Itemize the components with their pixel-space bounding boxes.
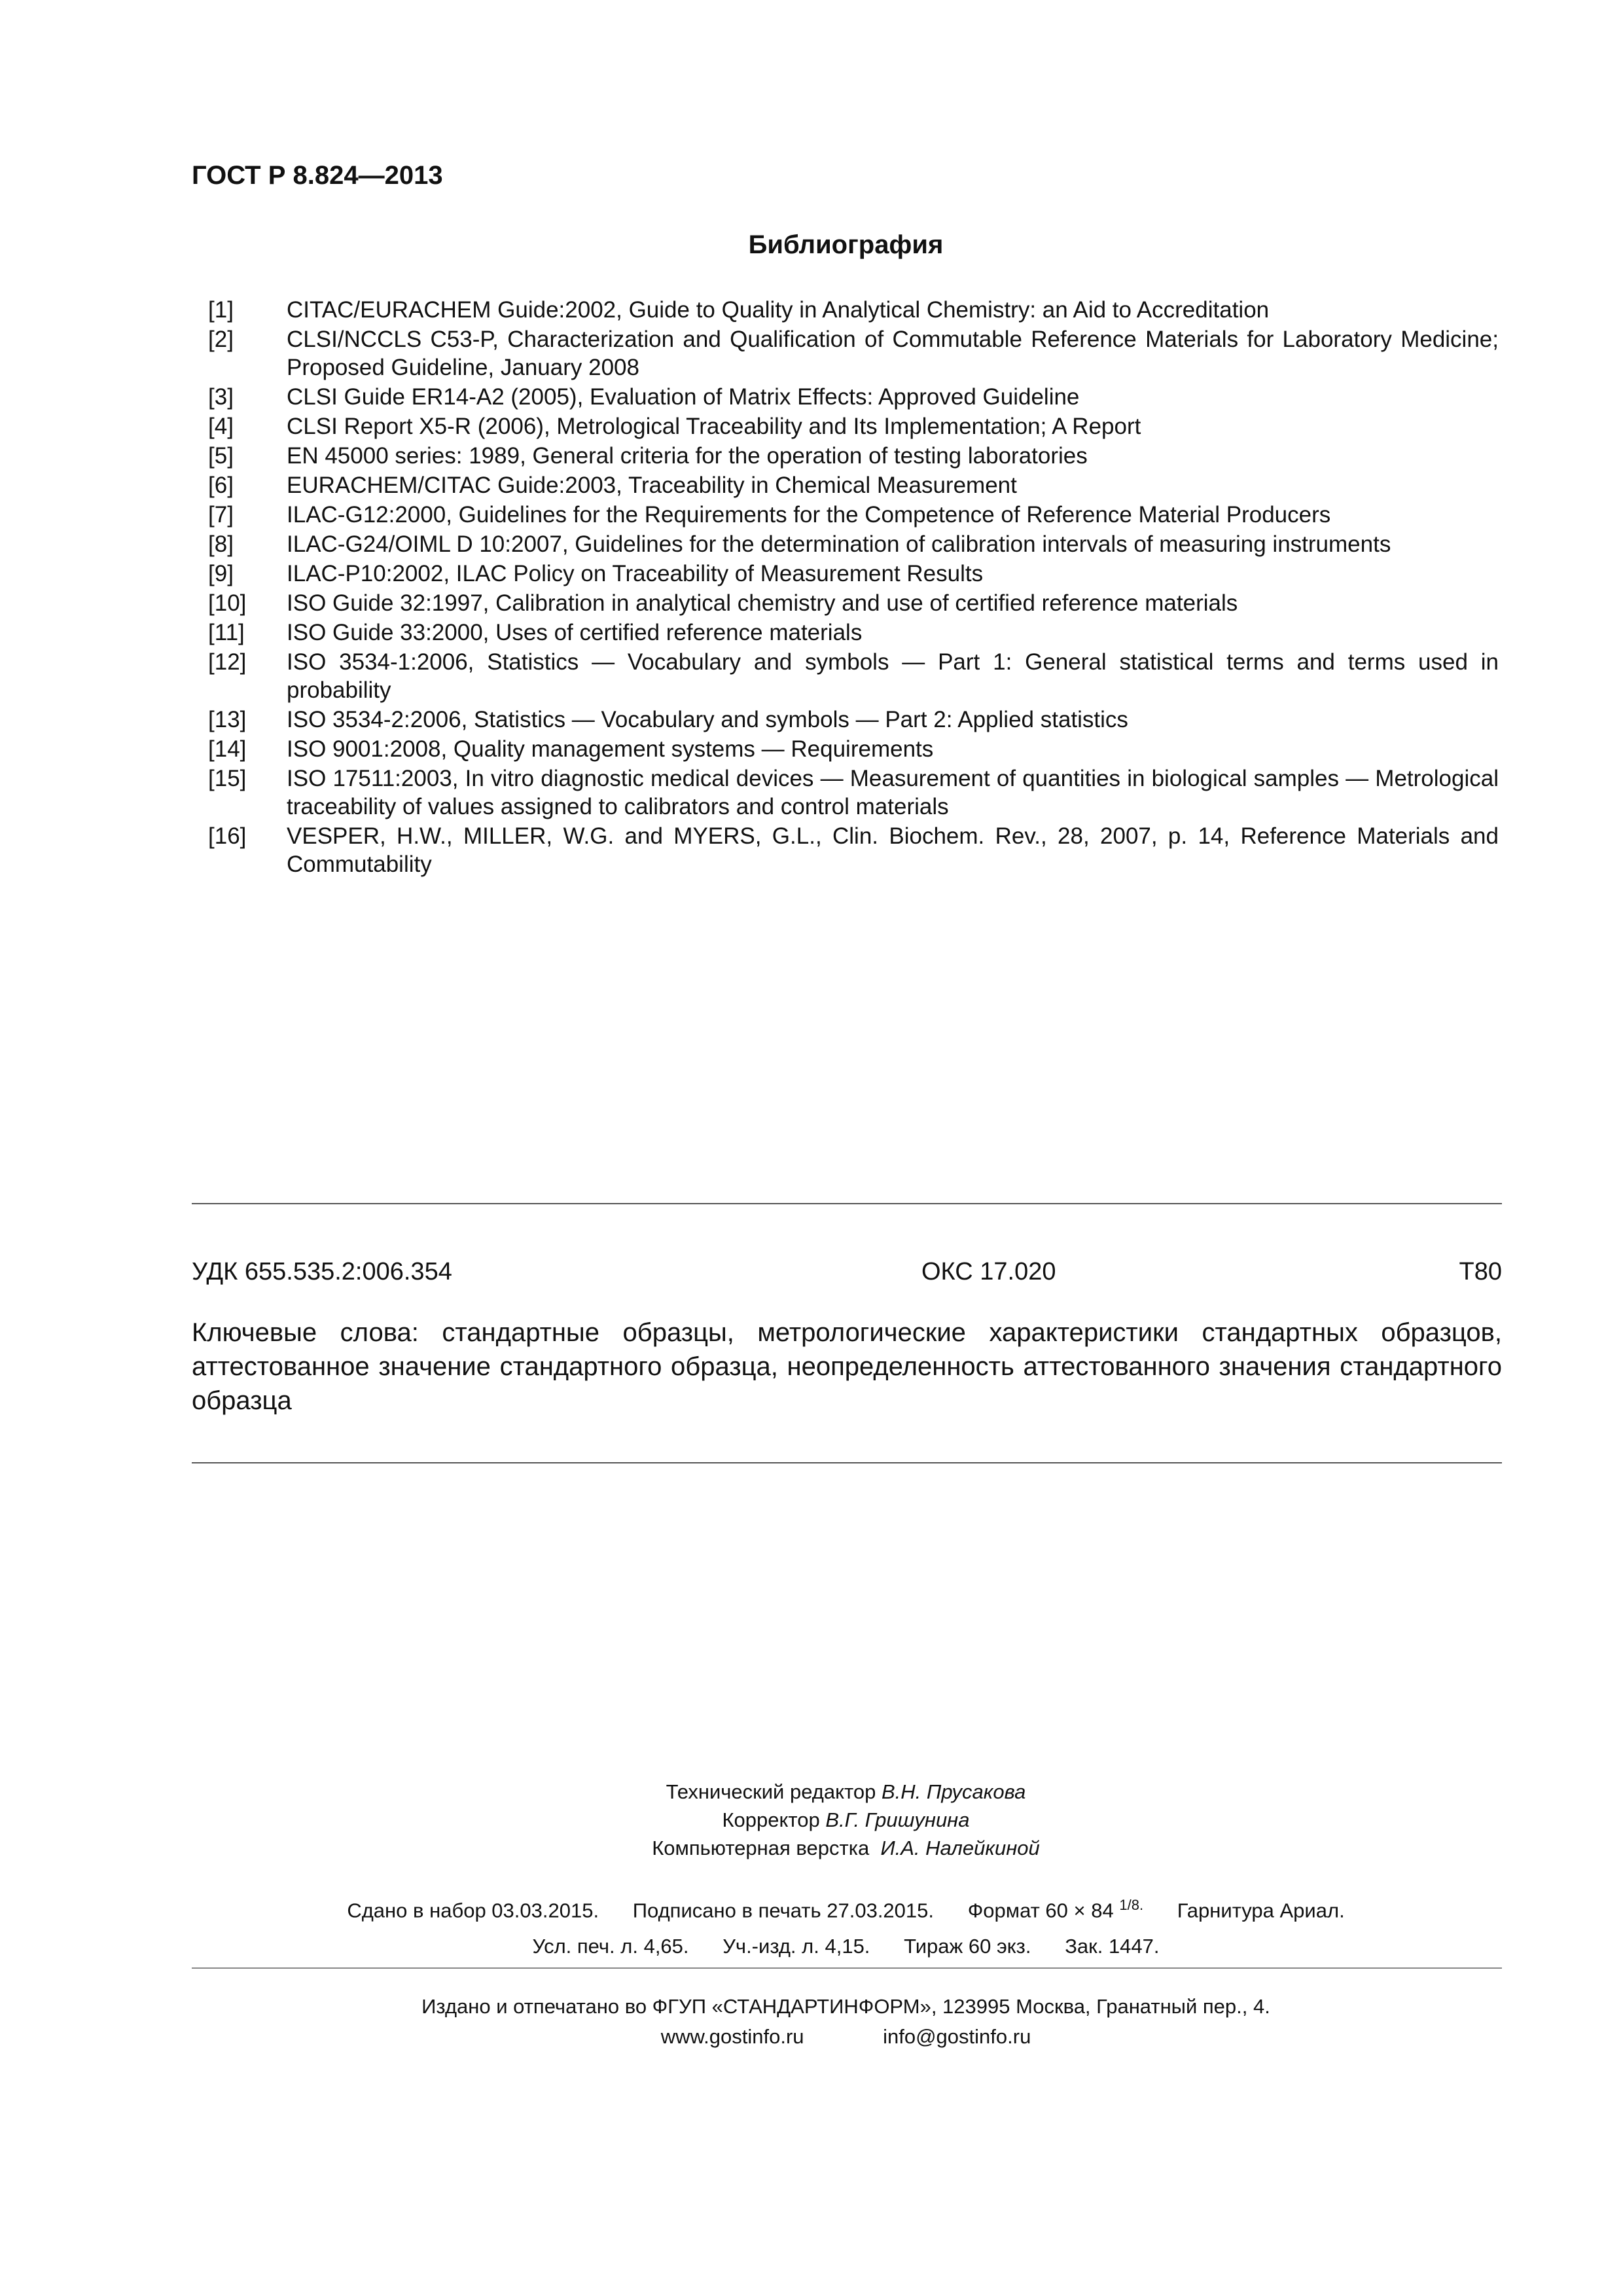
bibliography-title: Библиография <box>748 230 944 259</box>
bibliography-text: ISO 9001:2008, Quality management systems — Requirements <box>287 736 934 762</box>
email-link[interactable]: info@gostinfo.ru <box>883 2025 1031 2048</box>
bibliography-item <box>208 706 1499 734</box>
oks-code: ОКС 17.020 <box>921 1258 1056 1285</box>
bibliography-text: VESPER, H.W., MILLER, W.G. and MYERS, G.L., Clin. Biochem. Rev., 28, 2007, p. 14, Reference Materials and Commutability <box>287 823 1499 877</box>
bibliography-number: [13] <box>208 707 247 732</box>
print-sheets: Усл. печ. л. 4,65. <box>532 1935 689 1958</box>
bibliography-list <box>208 296 1499 880</box>
bibliography-item <box>208 648 1499 704</box>
bibliography-item <box>208 735 1499 763</box>
bibliography-number: [14] <box>208 736 247 762</box>
bibliography-text: CLSI Guide ER14-A2 (2005), Evaluation of Matrix Effects: Approved Guideline <box>287 384 1080 410</box>
bibliography-number: [5] <box>208 443 234 469</box>
bibliography-text: CLSI/NCCLS C53-P, Characterization and Qualification of Commutable Reference Materials for Laboratory Medicine; Proposed Guideline, January 2008 <box>287 327 1499 380</box>
typeface: Гарнитура Ариал. <box>1177 1899 1345 1922</box>
bibliography-text: ISO 3534-1:2006, Statistics — Vocabulary and symbols — Part 1: General statistical terms and terms used in probability <box>287 649 1499 703</box>
bibliography-text: EURACHEM/CITAC Guide:2003, Traceability in Chemical Measurement <box>287 473 1017 498</box>
bibliography-text: ILAC-G24/OIML D 10:2007, Guidelines for the determination of calibration intervals of measuring instruments <box>287 531 1391 557</box>
submitted-date: Сдано в набор 03.03.2015. <box>347 1899 599 1922</box>
bibliography-text: CLSI Report X5-R (2006), Metrological Traceability and Its Implementation; A Report <box>287 414 1141 439</box>
bibliography-number: [10] <box>208 590 247 616</box>
format-fraction: 1/8. <box>1119 1897 1144 1913</box>
bibliography-number: [16] <box>208 823 247 849</box>
bibliography-number: [3] <box>208 384 234 410</box>
publisher-contacts <box>0 2025 1623 2049</box>
bibliography-item <box>208 442 1499 470</box>
bibliography-item <box>208 325 1499 382</box>
corrector-line <box>0 1806 1623 1834</box>
bibliography-number: [4] <box>208 414 234 439</box>
bibliography-number: [6] <box>208 473 234 498</box>
signed-date: Подписано в печать 27.03.2015. <box>632 1899 935 1922</box>
bibliography-number: [1] <box>208 297 234 323</box>
document-id: ГОСТ Р 8.824—2013 <box>192 161 443 190</box>
bibliography-item <box>208 589 1499 617</box>
bibliography-number: [8] <box>208 531 234 557</box>
bibliography-number: [11] <box>208 620 245 645</box>
publisher-sheets: Уч.-изд. л. 4,15. <box>722 1935 870 1958</box>
corrector-name: В.Г. Гришунина <box>825 1808 970 1831</box>
print-info-line-2 <box>0 1935 1623 1958</box>
website-link[interactable]: www.gostinfo.ru <box>660 2025 804 2048</box>
layout-name: И.А. Налейкиной <box>880 1837 1040 1859</box>
layout-label: Компьютерная верстка <box>652 1837 870 1859</box>
bibliography-item <box>208 619 1499 647</box>
classifier-code: Т80 <box>1459 1258 1502 1285</box>
bibliography-text: ILAC-P10:2002, ILAC Policy on Traceability of Measurement Results <box>287 561 984 586</box>
bibliography-item <box>208 296 1499 324</box>
bibliography-text: CITAC/EURACHEM Guide:2002, Guide to Quality in Analytical Chemistry: an Aid to Accreditation <box>287 297 1270 323</box>
divider-middle <box>192 1462 1502 1463</box>
format: Формат 60 × 84 <box>967 1899 1114 1922</box>
bibliography-text: ISO Guide 33:2000, Uses of certified reference materials <box>287 620 863 645</box>
tech-editor-name: В.Н. Прусакова <box>881 1780 1026 1803</box>
bibliography-text: ILAC-G12:2000, Guidelines for the Requirements for the Competence of Reference Material Producers <box>287 502 1331 528</box>
bibliography-item <box>208 471 1499 499</box>
circulation: Тираж 60 экз. <box>904 1935 1031 1958</box>
layout-line <box>0 1834 1623 1862</box>
bibliography-item <box>208 383 1499 411</box>
bibliography-text: ISO Guide 32:1997, Calibration in analytical chemistry and use of certified reference materials <box>287 590 1238 616</box>
bibliography-text: EN 45000 series: 1989, General criteria for the operation of testing laboratories <box>287 443 1088 469</box>
bibliography-item <box>208 822 1499 878</box>
bibliography-item <box>208 412 1499 440</box>
tech-editor-line <box>0 1778 1623 1806</box>
bibliography-item <box>208 560 1499 588</box>
order-number: Зак. 1447. <box>1065 1935 1160 1958</box>
divider-top <box>192 1203 1502 1204</box>
bibliography-item <box>208 501 1499 529</box>
divider-bottom <box>192 1967 1502 1969</box>
udk-code: УДК 655.535.2:006.354 <box>192 1258 452 1285</box>
bibliography-number: [9] <box>208 561 234 586</box>
bibliography-text: ISO 3534-2:2006, Statistics — Vocabulary and symbols — Part 2: Applied statistics <box>287 707 1128 732</box>
tech-editor-label: Технический редактор <box>666 1780 876 1803</box>
bibliography-number: [15] <box>208 766 247 791</box>
keywords: Ключевые слова: стандартные образцы, метрологические характеристики стандартных образцов, аттестованное значение стандартного образца, неопределенность аттестованного значения стандартного образца <box>192 1318 1502 1415</box>
bibliography-item <box>208 764 1499 821</box>
bibliography-number: [2] <box>208 327 234 352</box>
print-info-line-1 <box>0 1897 1623 1922</box>
publisher-line: Издано и отпечатано во ФГУП «СТАНДАРТИНФОРМ», 123995 Москва, Гранатный пер., 4. <box>421 1995 1270 2018</box>
bibliography-item <box>208 530 1499 558</box>
corrector-label: Корректор <box>722 1808 820 1831</box>
bibliography-number: [7] <box>208 502 234 528</box>
bibliography-text: ISO 17511:2003, In vitro diagnostic medical devices — Measurement of quantities in biological samples — Metrological traceability of values assigned to calibrators and control materials <box>287 766 1499 819</box>
bibliography-number: [12] <box>208 649 247 675</box>
credits <box>0 1778 1623 1862</box>
